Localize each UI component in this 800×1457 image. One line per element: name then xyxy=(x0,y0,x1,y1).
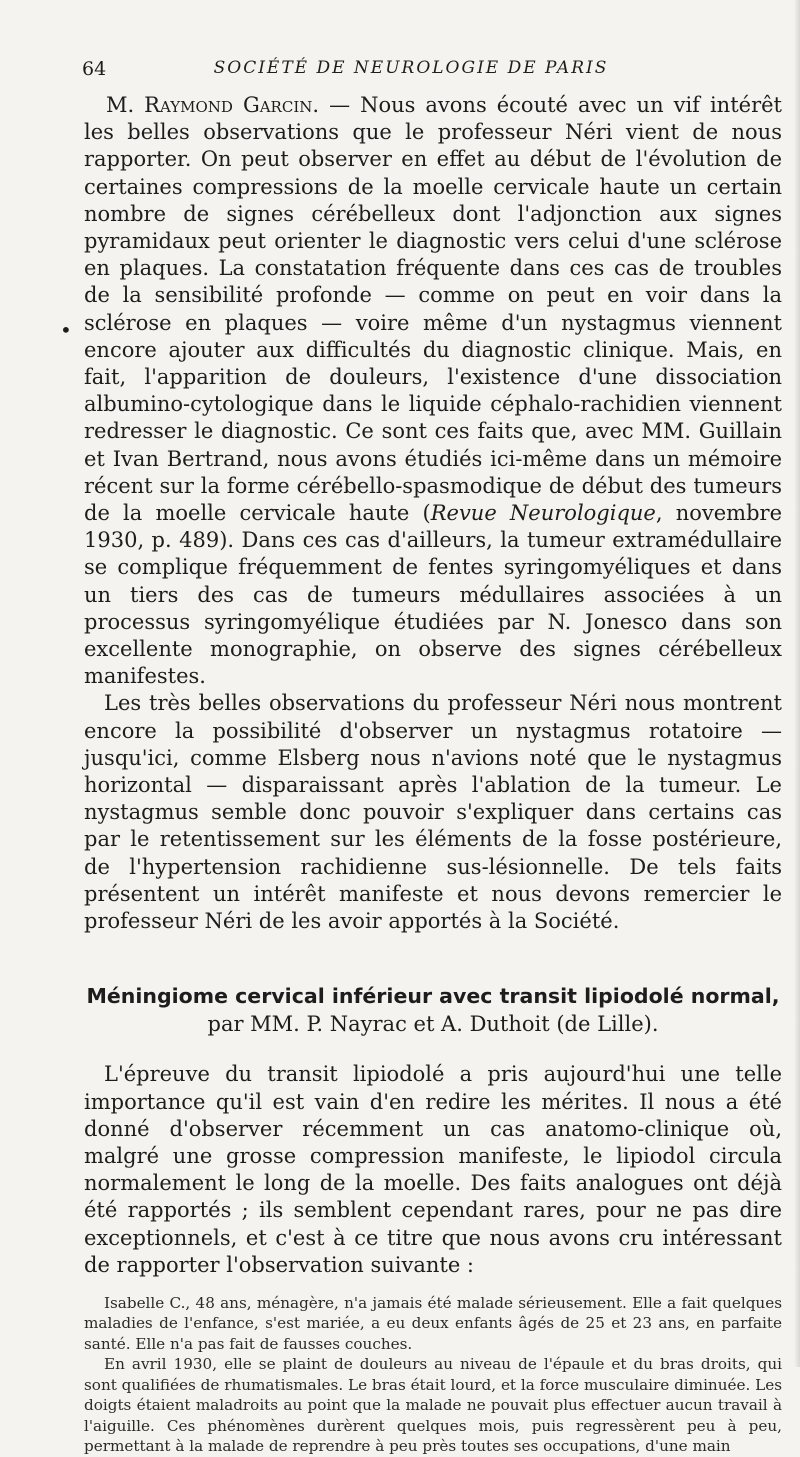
running-head: SOCIÉTÉ DE NEUROLOGIE DE PARIS xyxy=(213,58,609,78)
page-body xyxy=(84,92,782,1457)
discussion-text-1-end: , novembre 1930, p. 489). Dans ces cas d'ailleurs, la tumeur extramédullaire se complique fréquemment de fentes syringomyéliques et dans un tiers des cas de tumeurs médullaires associées à un processus syringomyélique étudiées par N. Jonesco dans son excellente monographie, on observe des signes cérébelleux manifestes. xyxy=(84,501,782,689)
article-authors: par MM. P. Nayrac et A. Duthoit (de Lille). xyxy=(207,1012,659,1037)
discussion-text-1: — Nous avons écouté avec un vif intérêt les belles observations que le professeur Néri vient de nous rapporter. On peut observer en effet au début de l'évolution de certaines compressions de la moelle cervicale haute un certain nombre de signes cérébelleux dont l'adjonction aux signes pyramidaux peut orienter le diagnostic vers celui d'une sclérose en plaques. La constatation fréquente dans ces cas de troubles de la sensibilité profonde — comme on peut en voir dans la sclérose en plaques — voire même d'un nystagmus viennent encore ajouter aux difficultés du diagnostic clinique. Mais, en fait, l'apparition de douleurs, l'existence d'une dissociation albumino-cytologique dans le liquide céphalo-rachidien viennent redresser le diagnostic. Ce sont ces faits que, avec MM. Guillain et Ivan Bertrand, nous avons étudiés ici-même dans un mémoire récent sur la forme cérébello-spasmodique de début des tumeurs de la moelle cervicale haute ( xyxy=(84,93,782,526)
case-paragraph-2: En avril 1930, elle se plaint de douleurs au niveau de l'épaule et du bras droits, qui sont qualifiées de rhumatismales. Le bras était lourd, et la force musculaire diminuée. Les doigts étaient maladroits au point que la malade ne pouvait plus effectuer aucun travail à l'aiguille. Ces phénomènes durèrent quelques mois, puis regressèrent peu à peu, permettant à la malade de reprendre à peu près toutes ses occupations, d'une main xyxy=(84,1355,782,1456)
margin-mark: • xyxy=(60,318,72,342)
article-title: Méningiome cervical inférieur avec transit lipiodolé normal, xyxy=(86,984,780,1009)
discussion-paragraph-2: Les très belles observations du professeur Néri nous montrent encore la possibilité d'observer un nystagmus rotatoire — jusqu'ici, comme Elsberg nous n'avions noté que le nystagmus horizontal — disparaissant après l'ablation de la tumeur. Le nystagmus semble donc pouvoir s'expliquer dans certains cas par le retentissement sur les éléments de la fosse postérieure, de l'hypertension rachidienne sus-lésionnelle. De tels faits présentent un intérêt manifeste et nous devons remercier le professeur Néri de les avoir apportés à la Société. xyxy=(84,691,782,934)
page-number: 64 xyxy=(82,58,107,80)
article-intro: L'épreuve du transit lipiodolé a pris aujourd'hui une telle importance qu'il est vain d'en redire les mérites. Il nous a été donné d'observer récemment un cas anatomo-clinique où, malgré une grosse compression manifeste, le lipiodol circula normalement le long de la moelle. Des faits analogues ont déjà été rapportés ; ils semblent cependant rares, pour ne pas dire exceptionnels, et c'est à ce titre que nous avons cru intéressant de rapporter l'observation suivante : xyxy=(84,1062,782,1277)
journal-title: Revue Neurologique xyxy=(430,501,656,526)
speaker-name: M. Raymond Garcin. xyxy=(106,93,320,117)
page-header xyxy=(82,58,740,88)
case-paragraph-1: Isabelle C., 48 ans, ménagère, n'a jamais été malade sérieusement. Elle a fait quelques maladies de l'enfance, s'est mariée, a eu deux enfants âgés de 25 et 23 ans, en parfaite santé. Elle n'a pas fait de fausses couches. xyxy=(84,1293,782,1353)
discussion-paragraph-1 xyxy=(84,92,782,690)
page-edge-shadow xyxy=(794,0,800,1367)
